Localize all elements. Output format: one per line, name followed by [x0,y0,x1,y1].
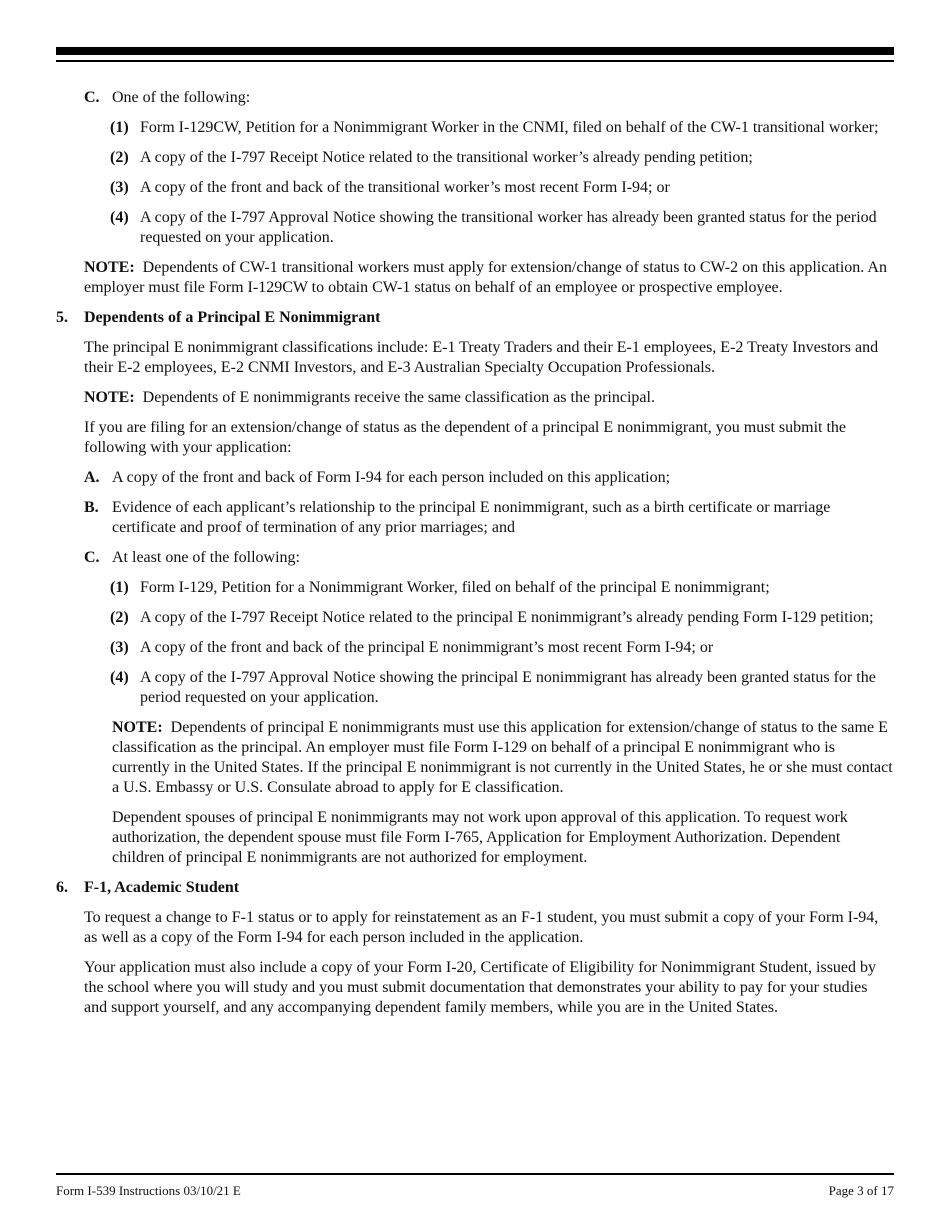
note-paragraph [56,388,894,408]
list-item-a [56,468,894,488]
sub-item-text: Form I-129CW, Petition for a Nonimmigrant Worker in the CNMI, filed on behalf of the CW-1 transitional worker; [140,119,879,136]
section-heading-5 [56,308,894,328]
sub-item-4 [56,208,894,248]
note-paragraph [56,258,894,298]
paragraph: To request a change to F-1 status or to apply for reinstatement as an F-1 student, you must submit a copy of your Form I-94, as well as a copy of the Form I-94 for each person included in the application. [84,909,879,946]
sub-item-text: A copy of the front and back of the transitional worker’s most recent Form I-94; or [140,179,670,196]
note-label: NOTE: [84,389,135,406]
item-label: C. [84,549,100,566]
sub-item-label: (2) [110,149,129,166]
footer-rule [56,1173,894,1175]
note-text: Dependents of principal E nonimmigrants must use this application for extension/change of status to the same E classification as the principal. An employer must file Form I-129 on behalf of a principal E nonimmigrant who is currently in the United States. If the principal E nonimmigrant is not currently in the United States, he or she must contact a U.S. Embassy or U.S. Consulate abroad to apply for E classification. [112,719,893,796]
note-label: NOTE: [112,719,163,736]
note-label: NOTE: [84,259,135,276]
section-title: F-1, Academic Student [84,879,240,896]
item-text: At least one of the following: [112,549,300,566]
footer-form-id: Form I-539 Instructions 03/10/21 E [56,1183,241,1198]
section-number: 6. [56,879,68,896]
paragraph: If you are filing for an extension/change of status as the dependent of a principal E nonimmigrant, you must submit the following with your application: [84,419,847,456]
paragraph: The principal E nonimmigrant classifications include: E-1 Treaty Traders and their E-1 employees, E-2 Treaty Investors and their E-2 employees, E-2 CNMI Investors, and E-3 Australian Specialty Occupation Professionals. [84,339,879,376]
sub-item-label: (4) [110,209,129,226]
sub-item-2 [56,608,894,628]
sub-item-label: (3) [110,179,129,196]
section-title: Dependents of a Principal E Nonimmigrant [84,309,381,326]
list-item-b [56,498,894,538]
note-paragraph [56,718,894,798]
sub-item-3 [56,638,894,658]
sub-item-4 [56,668,894,708]
sub-item-label: (1) [110,119,129,136]
sub-item-text: Form I-129, Petition for a Nonimmigrant Worker, filed on behalf of the principal E nonimmigrant; [140,579,770,596]
paragraph: Your application must also include a copy of your Form I-20, Certificate of Eligibility for Nonimmigrant Student, issued by the school where you will study and you must submit documentation that demonstrates your ability to pay for your studies and support yourself, and any accompanying dependent family members, while you are in the United States. [84,959,877,1016]
item-label: A. [84,469,100,486]
sub-item-2 [56,148,894,168]
item-text: One of the following: [112,89,251,106]
item-text: Evidence of each applicant’s relationship to the principal E nonimmigrant, such as a birth certificate or marriage certificate and proof of termination of any prior marriages; and [112,499,831,536]
sub-item-label: (2) [110,609,129,626]
sub-item-1 [56,578,894,598]
sub-item-text: A copy of the I-797 Receipt Notice related to the transitional worker’s already pending petition; [140,149,753,166]
section-number: 5. [56,309,68,326]
sub-item-3 [56,178,894,198]
sub-item-text: A copy of the I-797 Approval Notice showing the transitional worker has already been granted status for the period requested on your application. [140,209,877,246]
sub-item-text: A copy of the I-797 Receipt Notice related to the principal E nonimmigrant’s already pending Form I-129 petition; [140,609,874,626]
list-item-c [56,548,894,568]
sub-item-text: A copy of the front and back of the principal E nonimmigrant’s most recent Form I-94; or [140,639,714,656]
sub-item-label: (4) [110,669,129,686]
header-thin-rule [56,60,894,62]
item-text: A copy of the front and back of Form I-94 for each person included on this application; [112,469,671,486]
footer-page-number: Page 3 of 17 [828,1183,894,1198]
paragraph: Dependent spouses of principal E nonimmigrants may not work upon approval of this application. To request work authorization, the dependent spouse must file Form I-765, Application for Employment Authorization. Dependent children of principal E nonimmigrants are not authorized for employment. [112,809,848,866]
page-content [56,88,894,1028]
sub-item-label: (3) [110,639,129,656]
item-label: C. [84,89,100,106]
sub-item-text: A copy of the I-797 Approval Notice showing the principal E nonimmigrant has already been granted status for the period requested on your application. [140,669,876,706]
section-heading-6 [56,878,894,898]
sub-item-label: (1) [110,579,129,596]
item-label: B. [84,499,99,516]
header-thick-rule [56,47,894,55]
note-text: Dependents of E nonimmigrants receive the same classification as the principal. [142,389,655,406]
list-item-c [56,88,894,108]
sub-item-1 [56,118,894,138]
note-text: Dependents of CW-1 transitional workers must apply for extension/change of status to CW-2 on this application. An employer must file Form I-129CW to obtain CW-1 status on behalf of an employee or prospective employee. [84,259,887,296]
